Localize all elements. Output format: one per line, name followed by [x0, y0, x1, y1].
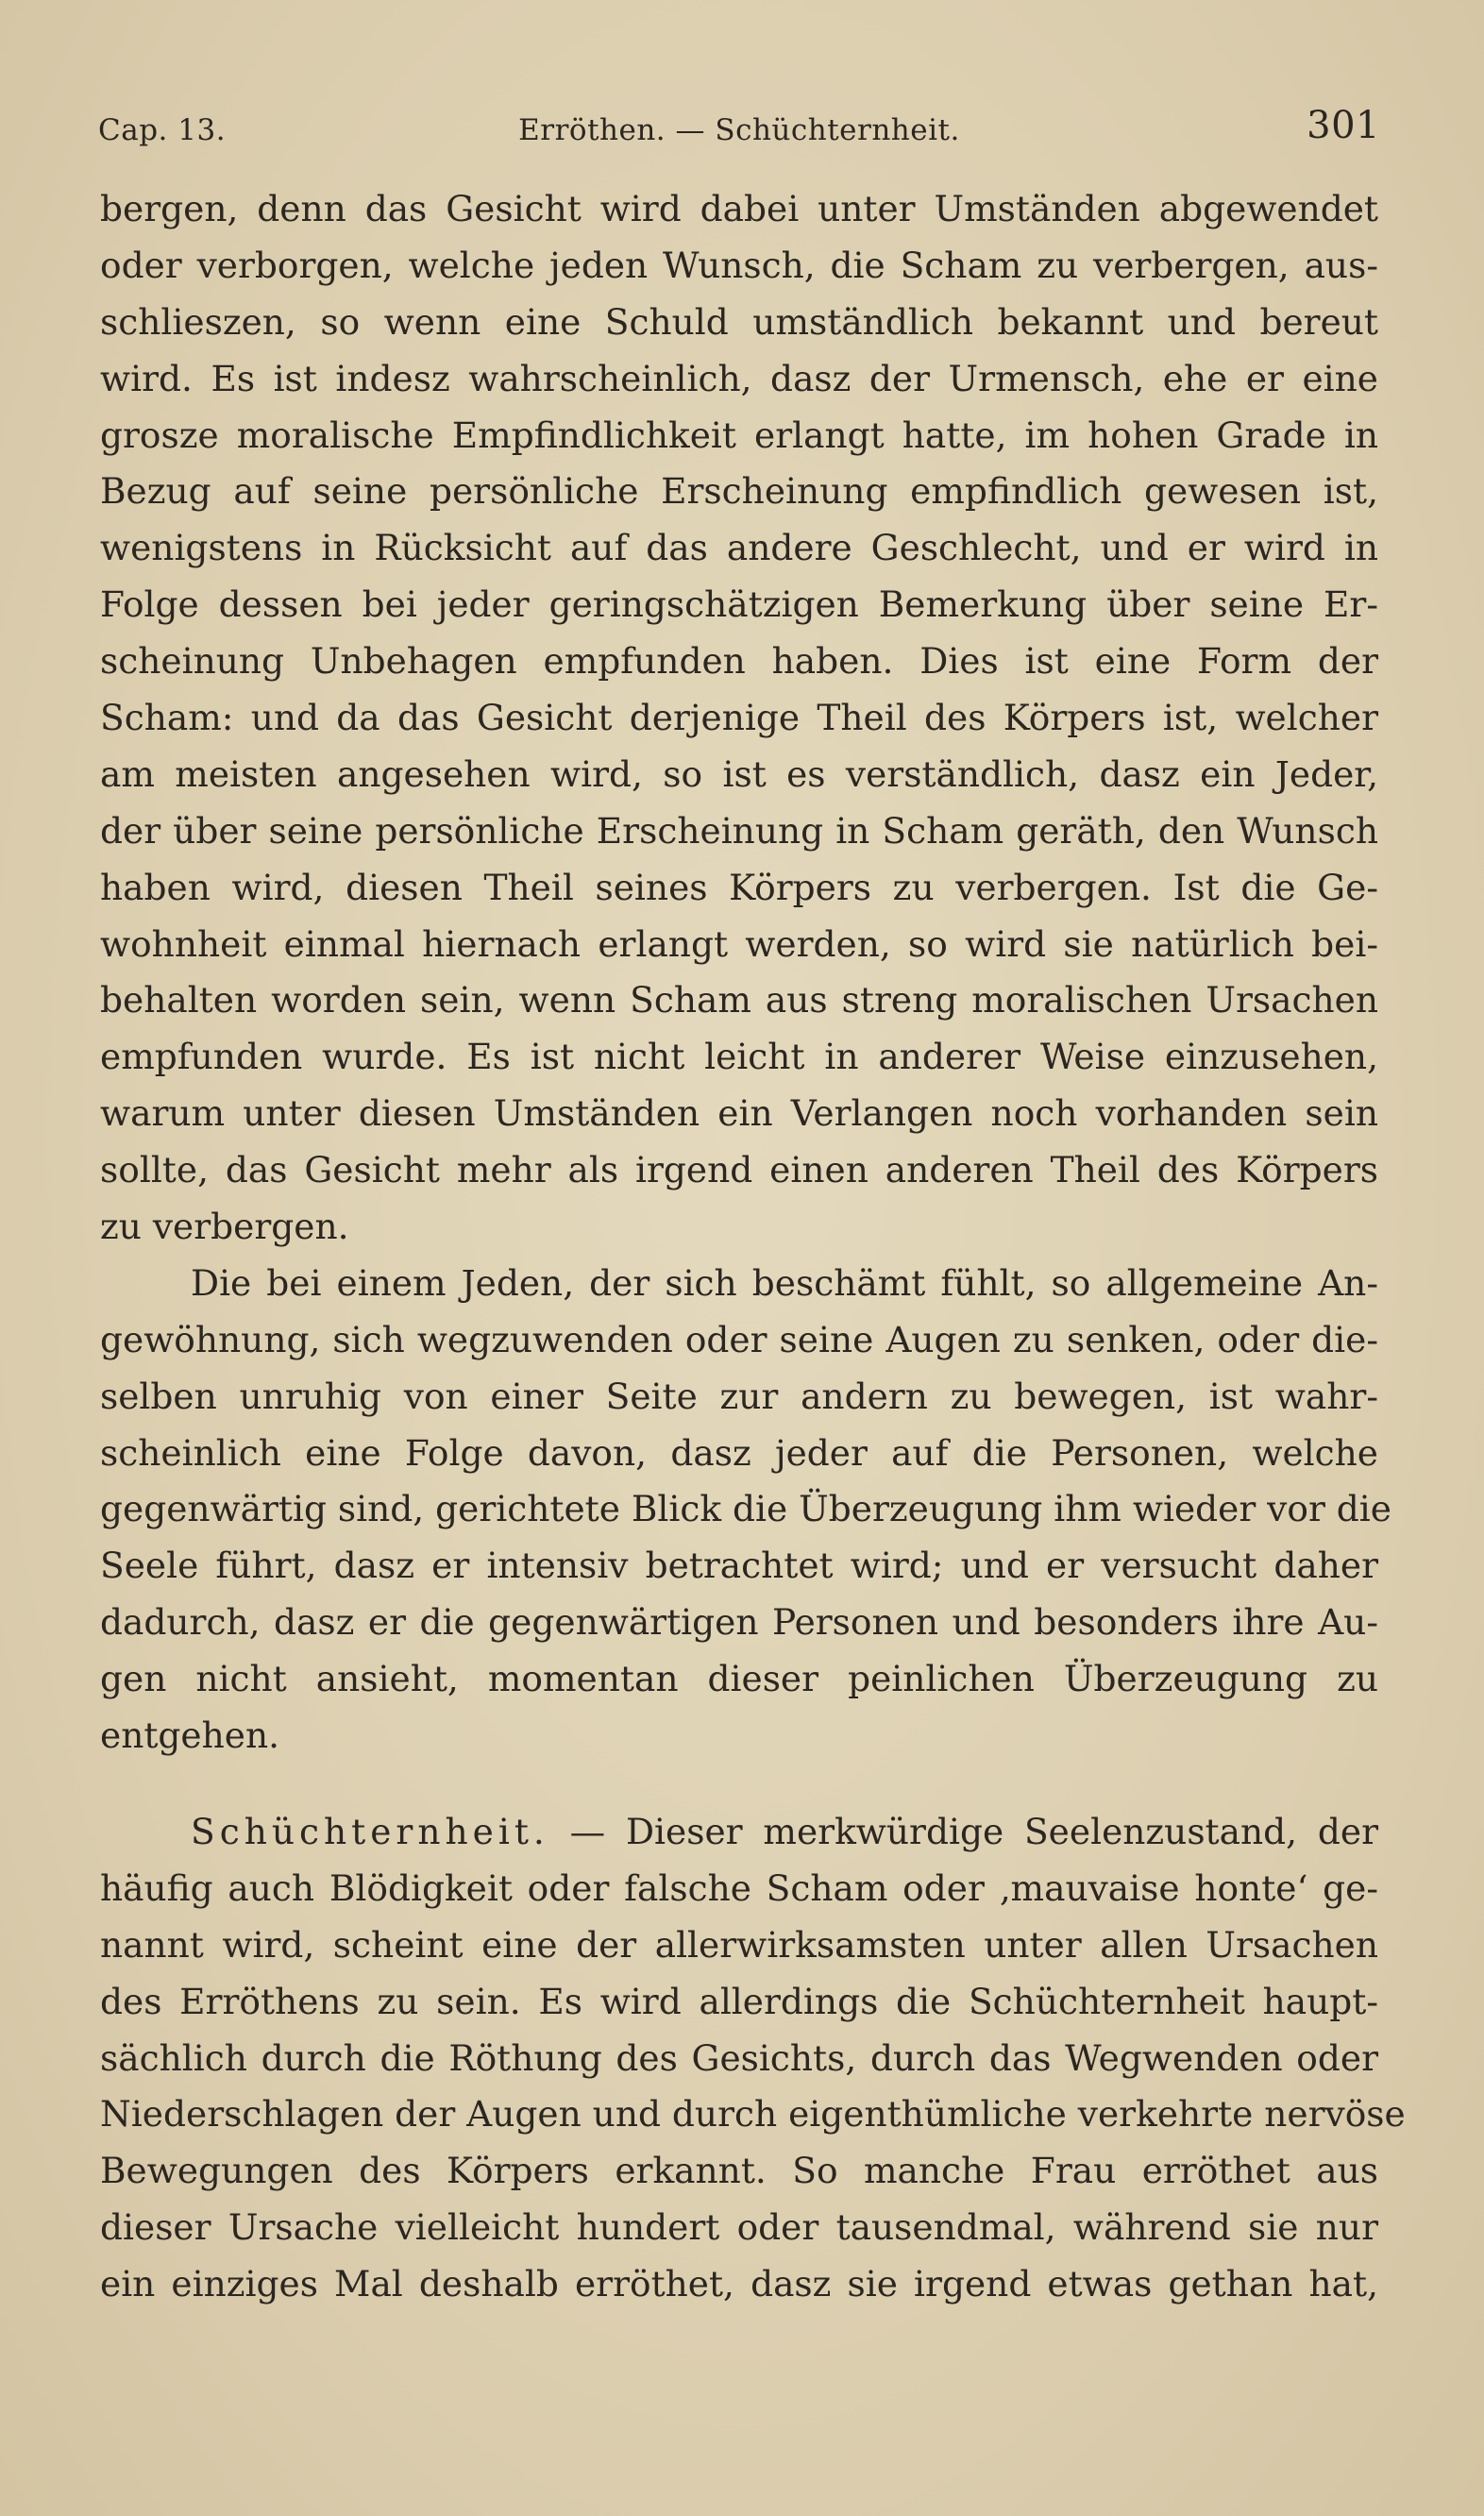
text-line: bergen, denn das Gesicht wird dabei unter Umständen abgewendet — [100, 188, 1378, 229]
text-line: am meisten angesehen wird, so ist es verständlich, dasz ein Jeder, — [100, 752, 1378, 795]
text-line: sächlich durch die Röthung des Gesichts, durch das Wegwenden oder — [100, 2036, 1378, 2079]
text-line: selben unruhig von einer Seite zur andern zu bewegen, ist wahr- — [100, 1375, 1378, 1417]
body-text — [100, 181, 1406, 2313]
text-line: Die bei einem Jeden, der sich beschämt fühlt, so allgemeine An- — [191, 1261, 1378, 1304]
text-line: haben wird, diesen Theil seines Körpers zu verbergen. Ist die Ge- — [100, 866, 1378, 908]
text-line: gen nicht ansieht, momentan dieser peinlichen Überzeugung zu — [100, 1658, 1378, 1700]
text-line: der über seine persönliche Erscheinung in Scham geräth, den Wunsch — [100, 809, 1378, 852]
text-line: häufig auch Blödigkeit oder falsche Scham oder ‚mauvaise honte‘ ge- — [100, 1866, 1378, 1909]
chapter-label: Cap. 13. — [98, 113, 227, 147]
text-line: Niederschlagen der Augen und durch eigenthümliche verkehrte nervöse — [100, 2093, 1406, 2136]
text-line: nannt wird, scheint eine der allerwirksamsten unter allen Ursachen — [100, 1923, 1378, 1966]
page-number: 301 — [1307, 104, 1380, 147]
text-line: gewöhnung, sich wegzuwenden oder seine Augen zu senken, oder die- — [100, 1318, 1378, 1360]
text-line: Scham: und da das Gesicht derjenige Theil des Körpers ist, welcher — [100, 697, 1378, 739]
text-line: Seele führt, dasz er intensiv betrachtet wird; und er versucht daher — [100, 1545, 1378, 1587]
text-line: Bewegungen des Körpers erkannt. So manche Frau erröthet aus — [100, 2150, 1378, 2192]
text-line: grosze moralische Empfindlichkeit erlangt hatte, im hohen Grade in — [100, 414, 1378, 456]
text-line: wird. Es ist indesz wahrscheinlich, dasz der Urmensch, ehe er eine — [100, 357, 1378, 399]
text-line: Folge dessen bei jeder geringschätzigen Bemerkung über seine Er- — [100, 583, 1378, 626]
text-line: des Erröthens zu sein. Es wird allerdings die Schüchternheit haupt- — [100, 1980, 1378, 2022]
text-line: behalten worden sein, wenn Scham aus streng moralischen Ursachen — [100, 979, 1378, 1022]
text-line: oder verborgen, welche jeden Wunsch, die Scham zu verbergen, aus- — [100, 244, 1378, 286]
text-line: gegenwärtig sind, gerichtete Blick die Überzeugung ihm wieder vor die — [100, 1488, 1391, 1530]
paragraph-2 — [100, 1256, 1391, 1765]
text-line: dadurch, dasz er die gegenwärtigen Personen und besonders ihre Au- — [100, 1601, 1378, 1644]
text-line: scheinung Unbehagen empfunden haben. Dies ist eine Form der — [100, 640, 1378, 683]
section-heading: Schüchternheit. — [191, 1810, 549, 1852]
text-line: zu verbergen. — [100, 1206, 349, 1248]
text-line: entgehen. — [100, 1714, 280, 1757]
text-line: wohnheit einmal hiernach erlangt werden, so wird sie natürlich bei- — [100, 922, 1378, 965]
text-line: empfunden wurde. Es ist nicht leicht in anderer Weise einzusehen, — [100, 1036, 1378, 1078]
text-line: schlieszen, so wenn eine Schuld umständlich bekannt und bereut — [100, 300, 1378, 343]
running-title: Erröthen. — Schüchternheit. — [518, 113, 960, 147]
text-line: sollte, das Gesicht mehr als irgend einen anderen Theil des Körpers — [100, 1149, 1378, 1191]
text-line: wenigstens in Rücksicht auf das andere Geschlecht, und er wird in — [100, 527, 1378, 569]
text-line: dieser Ursache vielleicht hundert oder tausendmal, während sie nur — [100, 2206, 1378, 2249]
paragraph-1 — [100, 181, 1378, 1256]
text-line: Bezug auf seine persönliche Erscheinung empfindlich gewesen ist, — [100, 470, 1378, 513]
paragraph-3 — [100, 1804, 1406, 2313]
running-header — [98, 98, 1380, 147]
heading-continuation: — Dieser merkwürdige Seelenzustand, der — [569, 1810, 1379, 1852]
paragraph-gap — [100, 1765, 1378, 1804]
text-line: warum unter diesen Umständen ein Verlangen noch vorhanden sein — [100, 1092, 1378, 1135]
text-line: ein einziges Mal deshalb erröthet, dasz sie irgend etwas gethan hat, — [100, 2263, 1378, 2305]
text-line: scheinlich eine Folge davon, dasz jeder auf die Personen, welche — [100, 1431, 1378, 1474]
text-line — [100, 1804, 1378, 1861]
